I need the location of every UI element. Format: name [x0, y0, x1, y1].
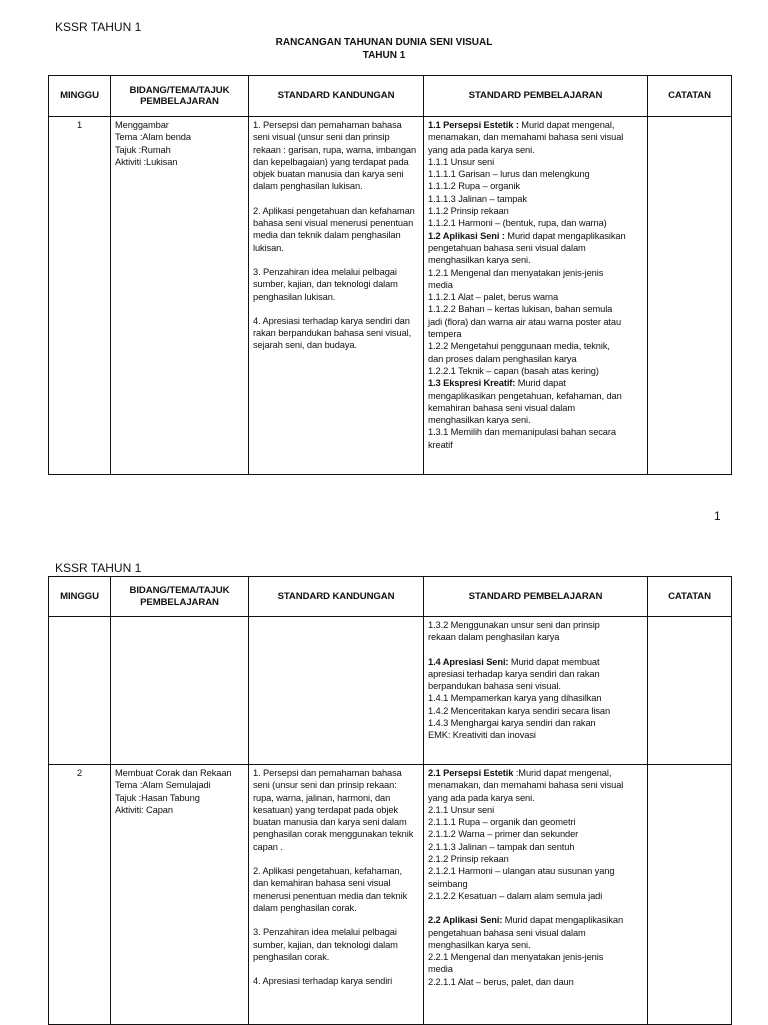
pembelajaran-line [428, 828, 643, 840]
pembelajaran-line [428, 680, 643, 692]
pembelajaran-line [428, 426, 643, 438]
pembelajaran-line [428, 353, 643, 365]
pembelajaran-text: Murid dapat mengaplikasikan [504, 230, 626, 241]
pembelajaran-line [428, 767, 643, 779]
pembelajaran-line [428, 976, 643, 988]
kandungan-item: 1. Persepsi dan pemahaman bahasa seni (unsur seni dan prinsip rekaan: rupa, warna, jalinan, harmoni, dan kesatuan) yang terdapat pada objek buatan manusia dan karya seni dalam penghasilan corak menggunakan teknik capan . [253, 768, 414, 852]
pembelajaran-line [428, 878, 643, 890]
pembelajaran-text: 2.1.2 Prinsip rekaan [428, 854, 509, 865]
bidang-cell [111, 765, 249, 1025]
pembelajaran-text: 2.1.1 Unsur seni [428, 804, 495, 815]
pembelajaran-line [428, 180, 643, 192]
pembelajaran-line [428, 717, 643, 729]
pembelajaran-line [428, 402, 643, 414]
page-number: 1 [714, 509, 721, 523]
col-header-pembelajaran: STANDARD PEMBELAJARAN [424, 577, 648, 617]
pembelajaran-line [428, 340, 643, 352]
title-line-2: TAHUN 1 [362, 50, 406, 61]
pembelajaran-line [428, 414, 643, 426]
pembelajaran-text: Murid dapat membuat [508, 656, 600, 667]
pembelajaran-text: 1.3.2 Menggunakan unsur seni dan prinsip [428, 620, 600, 630]
document-title [0, 36, 768, 62]
pembelajaran-line [428, 890, 643, 902]
pembelajaran-line [428, 168, 643, 180]
pembelajaran-cell [424, 617, 648, 765]
bidang-line: Tajuk :Hasan Tabung [115, 792, 200, 803]
pembelajaran-text: media [428, 279, 453, 290]
pembelajaran-line [428, 439, 643, 451]
pembelajaran-line [428, 267, 643, 279]
pembelajaran-line [428, 131, 643, 143]
pembelajaran-text: menamakan, dan memahami bahasa seni visual [428, 780, 624, 791]
pembelajaran-line [428, 804, 643, 816]
pembelajaran-line [428, 119, 643, 131]
bidang-cell [111, 617, 249, 765]
pembelajaran-text: 1.4.3 Menghargai karya sendiri dan rakan [428, 718, 596, 729]
pembelajaran-text: pengetahuan bahasa seni visual dalam [428, 242, 586, 253]
week-number [49, 617, 111, 765]
pembelajaran-text: mengaplikasikan pengetahuan, kefahaman, dan [428, 390, 622, 401]
pembelajaran-text: berpandukan bahasa seni visual. [428, 681, 561, 692]
pembelajaran-line [428, 914, 643, 926]
table-row-week-1 [49, 117, 732, 475]
pembelajaran-line [428, 668, 643, 680]
pembelajaran-line [428, 951, 643, 963]
kandungan-cell [249, 765, 424, 1025]
pembelajaran-line [428, 279, 643, 291]
table-row-week-2 [49, 765, 732, 1025]
pembelajaran-heading: 1.1 Persepsi Estetik : [428, 120, 519, 130]
pembelajaran-heading: 1.3 Ekspresi Kreatif: [428, 378, 516, 389]
pembelajaran-line [428, 841, 643, 853]
pembelajaran-text: 1.1.2.2 Bahan – kertas lukisan, bahan semula [428, 304, 613, 315]
pembelajaran-heading: 1.4 Apresiasi Seni: [428, 656, 509, 667]
pembelajaran-line [428, 853, 643, 865]
pembelajaran-line [428, 303, 643, 315]
pembelajaran-text: Murid dapat mengenal, [518, 120, 615, 130]
col-header-minggu: MINGGU [49, 577, 111, 617]
line-gap [428, 644, 643, 656]
pembelajaran-text: 1.1.1 Unsur seni [428, 156, 495, 167]
pembelajaran-line [428, 705, 643, 717]
pembelajaran-line [428, 377, 643, 389]
pembelajaran-text: :Murid dapat mengenal, [513, 768, 612, 778]
pembelajaran-heading: 2.1 Persepsi Estetik [428, 768, 514, 778]
pembelajaran-text: 1.1.2.1 Alat – palet, berus warna [428, 292, 559, 303]
pembelajaran-line [428, 792, 643, 804]
pembelajaran-text: seimbang [428, 878, 468, 889]
pembelajaran-text: tempera [428, 329, 462, 340]
kandungan-item: 1. Persepsi dan pemahaman bahasa seni visual (unsur seni dan prinsip rekaan : garisan, rupa, warna, imbangan dan kepelbagaian) yang terdapat pada objek buatan manusia dan karya seni dalam penghasilan lukisan. [253, 120, 417, 192]
pembelajaran-text: dan proses dalam penghasilan karya [428, 353, 577, 364]
pembelajaran-text: Murid dapat mengaplikasikan [502, 915, 624, 926]
pembelajaran-text: menghasilkan karya seni. [428, 255, 531, 266]
pembelajaran-text: kemahiran bahasa seni visual dalam [428, 402, 575, 413]
pembelajaran-text: 1.3.1 Memilih dan memanipulasi bahan secara [428, 427, 616, 438]
page-header: KSSR TAHUN 1 [55, 561, 142, 575]
page-header: KSSR TAHUN 1 [55, 20, 142, 34]
pembelajaran-text: jadi (flora) dan warna air atau warna poster atau [428, 316, 622, 327]
col-header-kandungan: STANDARD KANDUNGAN [249, 76, 424, 117]
pembelajaran-text: 1.2.2 Mengetahui penggunaan media, teknik, [428, 341, 610, 352]
line-gap [428, 902, 643, 914]
pembelajaran-line [428, 939, 643, 951]
kandungan-cell [249, 117, 424, 475]
pembelajaran-text: menamakan, dan memahami bahasa seni visual [428, 132, 624, 143]
pembelajaran-line [428, 254, 643, 266]
pembelajaran-cell [424, 117, 648, 475]
week-number: 1 [49, 117, 111, 475]
col-header-bidang: BIDANG/TEMA/TAJUK PEMBELAJARAN [111, 577, 249, 617]
pembelajaran-text: 1.4.2 Menceritakan karya sendiri secara lisan [428, 705, 611, 716]
pembelajaran-text: 1.1.1.1 Garisan – lurus dan melengkung [428, 169, 590, 180]
pembelajaran-line [428, 729, 643, 741]
pembelajaran-line [428, 779, 643, 791]
week-number: 2 [49, 765, 111, 1025]
pembelajaran-line [428, 619, 643, 631]
pembelajaran-text: 2.1.1.3 Jalinan – tampak dan sentuh [428, 841, 575, 852]
pembelajaran-line [428, 217, 643, 229]
pembelajaran-line [428, 230, 643, 242]
bidang-line: Aktiviti: Capan [115, 804, 173, 815]
kandungan-item: 4. Apresiasi terhadap karya sendiri [253, 976, 393, 987]
col-header-kandungan: STANDARD KANDUNGAN [249, 577, 424, 617]
pembelajaran-text: 2.1.1.2 Warna – primer dan sekunder [428, 829, 579, 840]
pembelajaran-line [428, 328, 643, 340]
pembelajaran-text: 1.1.2.1 Harmoni – (bentuk, rupa, dan warna) [428, 218, 607, 229]
table-row-week-1-continued [49, 617, 732, 765]
pembelajaran-text: 2.1.1.1 Rupa – organik dan geometri [428, 817, 576, 828]
pembelajaran-line [428, 193, 643, 205]
kandungan-item: 3. Penzahiran idea melalui pelbagai sumber, kajian, dan teknologi dalam penghasilan corak. [253, 927, 398, 962]
pembelajaran-line [428, 205, 643, 217]
bidang-line: Tema :Alam benda [115, 132, 191, 143]
kandungan-item: 3. Penzahiran idea melalui pelbagai sumber, kajian, dan teknologi dalam penghasilan lukisan. [253, 266, 398, 302]
col-header-catatan: CATATAN [648, 577, 732, 617]
col-header-bidang: BIDANG/TEMA/TAJUK PEMBELAJARAN [111, 76, 249, 117]
pembelajaran-line [428, 156, 643, 168]
pembelajaran-text: 1.1.1.2 Rupa – organik [428, 181, 520, 192]
pembelajaran-text: EMK: Kreativiti dan inovasi [428, 730, 536, 741]
pembelajaran-text: menghasilkan karya seni. [428, 939, 531, 950]
rpt-table-page-2 [48, 576, 732, 1025]
pembelajaran-line [428, 865, 643, 877]
pembelajaran-line [428, 316, 643, 328]
pembelajaran-text: rekaan dalam penghasilan karya [428, 632, 560, 643]
kandungan-item: 4. Apresiasi terhadap karya sendiri dan rakan berpandukan bahasa seni visual, sejarah seni, dan budaya. [253, 315, 412, 351]
pembelajaran-text: 1.1.1.3 Jalinan – tampak [428, 193, 527, 204]
pembelajaran-text: media [428, 964, 453, 975]
pembelajaran-line [428, 631, 643, 643]
bidang-line: Membuat Corak dan Rekaan [115, 768, 232, 778]
pembelajaran-text: 1.2.2.1 Teknik – capan (basah atas kering) [428, 365, 599, 376]
catatan-cell [648, 117, 732, 475]
pembelajaran-text: menghasilkan karya seni. [428, 415, 531, 426]
pembelajaran-text: kreatif [428, 439, 453, 450]
pembelajaran-line [428, 144, 643, 156]
catatan-cell [648, 617, 732, 765]
pembelajaran-heading: 1.2 Aplikasi Seni : [428, 230, 505, 241]
pembelajaran-text: 1.2.1 Mengenal dan menyatakan jenis-jenis [428, 267, 604, 278]
catatan-cell [648, 765, 732, 1025]
col-header-pembelajaran: STANDARD PEMBELAJARAN [424, 76, 648, 117]
pembelajaran-heading: 2.2 Aplikasi Seni: [428, 915, 503, 926]
pembelajaran-line [428, 390, 643, 402]
pembelajaran-line [428, 365, 643, 377]
pembelajaran-text: 2.1.2.1 Harmoni – ulangan atau susunan yang [428, 866, 615, 877]
table-header-row [49, 76, 732, 117]
bidang-line: Menggambar [115, 120, 169, 130]
pembelajaran-text: yang ada pada karya seni. [428, 144, 535, 155]
pembelajaran-text: 1.4.1 Mempamerkan karya yang dihasilkan [428, 693, 602, 704]
pembelajaran-line [428, 242, 643, 254]
table-header-row [49, 577, 732, 617]
rpt-table-page-1 [48, 75, 732, 475]
pembelajaran-text: pengetahuan bahasa seni visual dalam [428, 927, 586, 938]
kandungan-item: 2. Aplikasi pengetahuan dan kefahaman bahasa seni visual menerusi penentuan media dan teknik dalam penghasilan lukisan. [253, 205, 415, 253]
pembelajaran-text: 2.1.2.2 Kesatuan – dalam alam semula jadi [428, 890, 603, 901]
pembelajaran-text: 2.2.1 Mengenal dan menyatakan jenis-jenis [428, 952, 604, 963]
bidang-line: Tajuk :Rumah [115, 144, 171, 155]
title-line-1: RANCANGAN TAHUNAN DUNIA SENI VISUAL [275, 37, 493, 48]
pembelajaran-text: 1.1.2 Prinsip rekaan [428, 206, 509, 217]
pembelajaran-text: 2.2.1.1 Alat – berus, palet, dan daun [428, 976, 574, 987]
pembelajaran-line [428, 963, 643, 975]
pembelajaran-cell [424, 765, 648, 1025]
pembelajaran-text: apresiasi terhadap karya sendiri dan rakan [428, 668, 600, 679]
bidang-cell [111, 117, 249, 475]
col-header-catatan: CATATAN [648, 76, 732, 117]
pembelajaran-line [428, 816, 643, 828]
bidang-line: Tema :Alam Semulajadi [115, 780, 211, 791]
bidang-line: Aktiviti :Lukisan [115, 156, 178, 167]
pembelajaran-line [428, 692, 643, 704]
pembelajaran-line [428, 291, 643, 303]
pembelajaran-text: yang ada pada karya seni. [428, 792, 535, 803]
kandungan-cell [249, 617, 424, 765]
kandungan-item: 2. Aplikasi pengetahuan, kefahaman, dan kemahiran bahasa seni visual menerusi penentuan media dan teknik dalam penghasilan corak. [253, 866, 408, 913]
pembelajaran-line [428, 656, 643, 668]
col-header-minggu: MINGGU [49, 76, 111, 117]
pembelajaran-line [428, 927, 643, 939]
pembelajaran-text: Murid dapat [515, 378, 566, 389]
